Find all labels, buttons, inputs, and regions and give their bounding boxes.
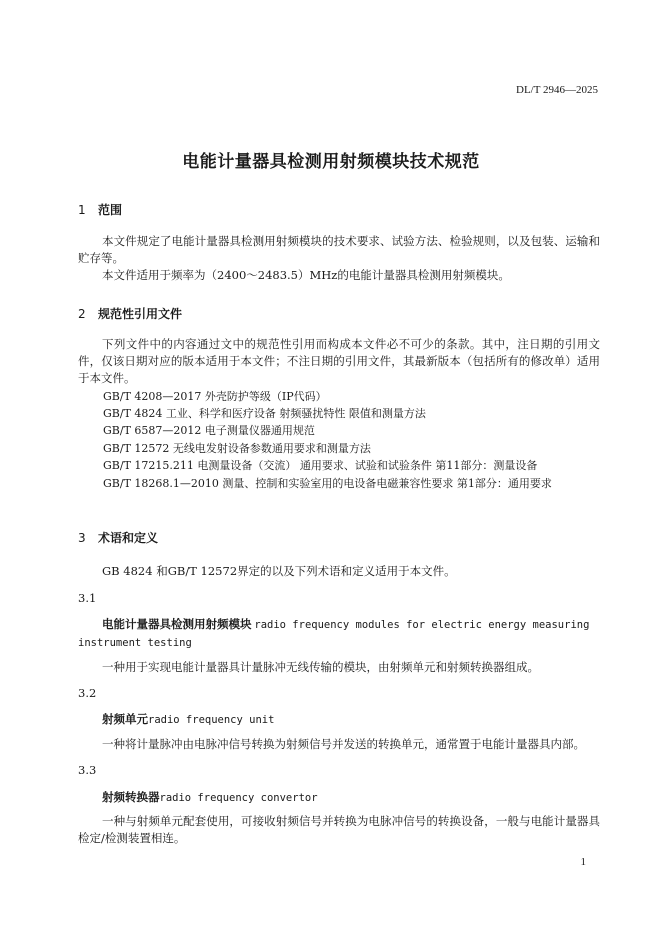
term-chinese: 电能计量器具检测用射频模块 (102, 617, 252, 631)
paragraph: 本文件规定了电能计量器具检测用射频模块的技术要求、试验方法、检验规则，以及包装、运输和贮存等。 (78, 234, 600, 265)
term-definition: 一种将计量脉冲由电脉冲信号转换为射频信号并发送的转换单元，通常置于电能计量器具内部。 (102, 737, 585, 751)
section-heading-scope (78, 201, 122, 218)
paragraph: 本文件适用于频率为（2400～2483.5）MHz的电能计量器具检测用射频模块。 (102, 268, 510, 282)
term-chinese: 射频单元 (102, 712, 148, 726)
reference-item: GB/T 17215.211 电测量设备（交流） 通用要求、试验和试验条件 第11部分：测量设备 (103, 459, 538, 472)
paragraph: GB 4824 和GB/T 12572界定的以及下列术语和定义适用于本文件。 (102, 564, 456, 578)
term-heading (78, 788, 600, 807)
reference-item: GB/T 4208—2017 外壳防护等级（IP代码） (103, 390, 327, 403)
reference-item: GB/T 6587—2012 电子测量仪器通用规范 (103, 424, 315, 437)
term-heading (78, 615, 600, 652)
page-number: 1 (580, 856, 586, 868)
term-english: radio frequency unit (148, 714, 275, 726)
paragraph: 下列文件中的内容通过文中的规范性引用而构成本文件必不可少的条款。其中，注日期的引用文件，仅该日期对应的版本适用于本文件；不注日期的引用文件，其最新版本（包括所有的修改单）适用于本文件。 (78, 337, 600, 385)
term-number: 3.3 (78, 763, 97, 777)
document-title: 电能计量器具检测用射频模块技术规范 (182, 152, 480, 172)
section-title: 范围 (98, 203, 123, 217)
term-english: radio frequency modules for electric energy measuring instrument testing (78, 619, 590, 649)
term-heading (78, 710, 600, 729)
section-title: 规范性引用文件 (98, 307, 183, 321)
standard-code: DL/T 2946—2025 (516, 84, 598, 96)
section-heading-normative-references (78, 305, 182, 322)
term-english: radio frequency convertor (159, 792, 318, 804)
section-number: 1 (78, 203, 86, 217)
reference-item: GB/T 18268.1—2010 测量、控制和实验室用的电设备电磁兼容性要求 第1部分：通用要求 (103, 477, 552, 490)
section-heading-terms (78, 529, 158, 546)
reference-item: GB/T 4824 工业、科学和医疗设备 射频骚扰特性 限值和测量方法 (103, 407, 426, 420)
term-number: 3.1 (78, 591, 97, 605)
term-definition: 一种与射频单元配套使用，可接收射频信号并转换为电脉冲信号的转换设备，一般与电能计量器具检定/检测装置相连。 (78, 814, 600, 845)
term-definition: 一种用于实现电能计量器具计量脉冲无线传输的模块，由射频单元和射频转换器组成。 (102, 660, 539, 674)
section-number: 3 (78, 531, 86, 545)
term-chinese: 射频转换器 (102, 790, 160, 804)
section-title: 术语和定义 (98, 531, 159, 545)
reference-item: GB/T 12572 无线电发射设备参数通用要求和测量方法 (103, 442, 371, 455)
section-number: 2 (78, 307, 86, 321)
term-number: 3.2 (78, 686, 97, 700)
